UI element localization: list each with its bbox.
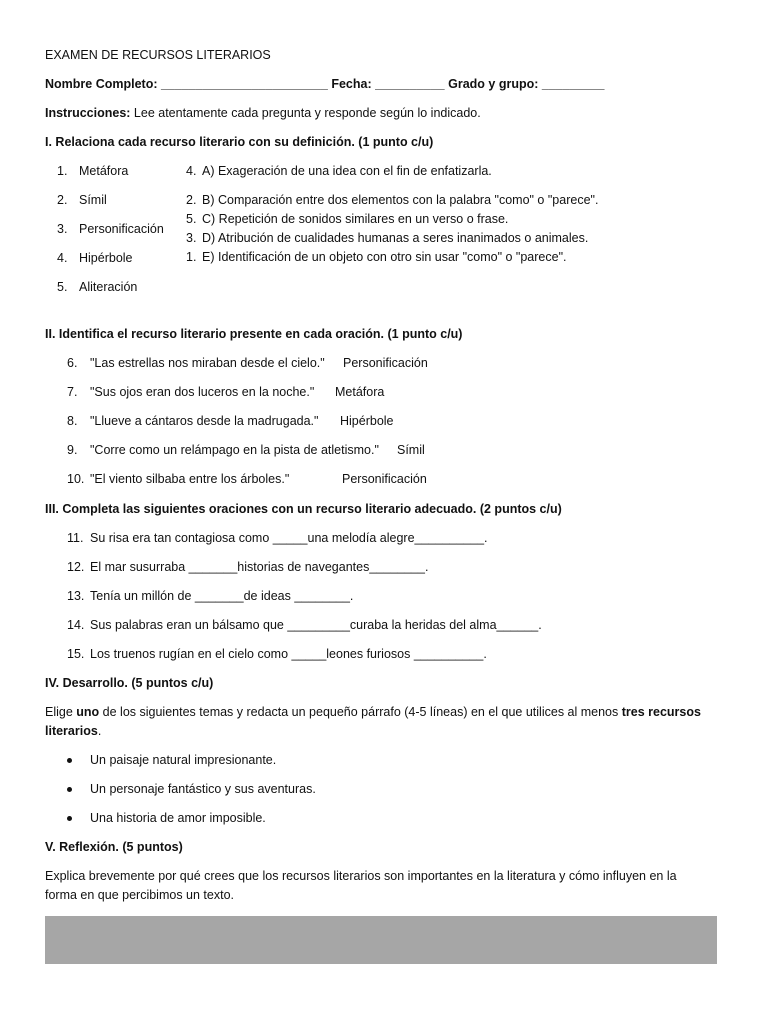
definition-text: A) Exageración de una idea con el fin de enfatizarla. bbox=[202, 164, 492, 178]
topic-item: Un personaje fantástico y sus aventuras. bbox=[90, 782, 316, 796]
reflection-prompt: Explica brevemente por qué crees que los recursos literarios son importantes en la literatura y cómo influyen en la bbox=[45, 869, 677, 883]
sentence: "Sus ojos eran dos luceros en la noche." bbox=[90, 385, 315, 399]
item-num: 10. bbox=[67, 472, 85, 486]
intro-emphasis: tres recursos bbox=[621, 705, 701, 719]
answer-box[interactable] bbox=[45, 916, 717, 964]
reflection-prompt-cont: forma en que percibimos un texto. bbox=[45, 888, 234, 902]
definition-answer[interactable]: 4. bbox=[186, 164, 197, 178]
item-num: 6. bbox=[67, 356, 78, 370]
item-num: 9. bbox=[67, 443, 78, 457]
sentence-answer[interactable]: Metáfora bbox=[335, 385, 385, 399]
definition-text: E) Identificación de un objeto con otro sin usar "como" o "parece". bbox=[202, 250, 567, 264]
term-label: Metáfora bbox=[79, 164, 129, 178]
term-label: Aliteración bbox=[79, 280, 138, 294]
completion-sentence[interactable]: Los truenos rugían en el cielo como _____leones furiosos __________. bbox=[90, 647, 487, 661]
section-2-heading: II. Identifica el recurso literario presente en cada oración. (1 punto c/u) bbox=[45, 327, 463, 341]
sentence-answer[interactable]: Símil bbox=[397, 443, 425, 457]
section-4-heading: IV. Desarrollo. (5 puntos c/u) bbox=[45, 676, 214, 690]
fecha-field[interactable]: __________ bbox=[375, 77, 445, 91]
sentence-answer[interactable]: Hipérbole bbox=[340, 414, 394, 428]
intro-emphasis: literarios bbox=[45, 724, 98, 738]
topic-item: Una historia de amor imposible. bbox=[90, 811, 266, 825]
term-num: 4. bbox=[57, 251, 68, 265]
item-num: 11. bbox=[67, 531, 84, 545]
section-4-intro-cont bbox=[45, 723, 101, 739]
item-num: 13. bbox=[67, 589, 85, 603]
definition-text: D) Atribución de cualidades humanas a seres inanimados o animales. bbox=[202, 231, 589, 245]
nombre-label: Nombre Completo: bbox=[45, 77, 158, 91]
term-label: Símil bbox=[79, 193, 107, 207]
topic-item: Un paisaje natural impresionante. bbox=[90, 753, 277, 767]
sentence-answer[interactable]: Personificación bbox=[343, 356, 428, 370]
sentence: "Llueve a cántaros desde la madrugada." bbox=[90, 414, 319, 428]
intro-text: . bbox=[97, 724, 102, 738]
header-fields bbox=[45, 76, 604, 92]
term-num: 2. bbox=[57, 193, 68, 207]
instructions-label: Instrucciones: bbox=[45, 106, 131, 120]
definition-answer[interactable]: 2. bbox=[186, 193, 197, 207]
intro-emphasis: uno bbox=[76, 705, 100, 719]
instructions bbox=[45, 105, 481, 121]
completion-sentence[interactable]: El mar susurraba _______historias de navegantes________. bbox=[90, 560, 429, 574]
section-4-intro bbox=[45, 704, 701, 720]
item-num: 15. bbox=[67, 647, 85, 661]
term-label: Hipérbole bbox=[79, 251, 133, 265]
sentence: "El viento silbaba entre los árboles." bbox=[90, 472, 290, 486]
section-5-heading: V. Reflexión. (5 puntos) bbox=[45, 840, 183, 854]
exam-title: EXAMEN DE RECURSOS LITERARIOS bbox=[45, 48, 271, 62]
definition-answer[interactable]: 5. bbox=[186, 212, 197, 226]
sentence: "Las estrellas nos miraban desde el cielo." bbox=[90, 356, 325, 370]
definition-text: C) Repetición de sonidos similares en un verso o frase. bbox=[202, 212, 509, 226]
definition-answer[interactable]: 1. bbox=[186, 250, 197, 264]
section-3-heading: III. Completa las siguientes oraciones con un recurso literario adecuado. (2 puntos c/u) bbox=[45, 502, 562, 516]
grado-field[interactable]: _________ bbox=[541, 77, 605, 91]
definition-text: B) Comparación entre dos elementos con la palabra "como" o "parece". bbox=[202, 193, 599, 207]
intro-text: de los siguientes temas y redacta un pequeño párrafo (4-5 líneas) en el que utilices al menos bbox=[99, 705, 622, 719]
item-num: 7. bbox=[67, 385, 78, 399]
intro-text: Elige bbox=[45, 705, 77, 719]
fecha-label: Fecha: bbox=[331, 77, 372, 91]
item-num: 14. bbox=[67, 618, 85, 632]
item-num: 12. bbox=[67, 560, 85, 574]
completion-sentence[interactable]: Sus palabras eran un bálsamo que _________curaba la heridas del alma______. bbox=[90, 618, 542, 632]
term-num: 5. bbox=[57, 280, 68, 294]
completion-sentence[interactable]: Tenía un millón de _______de ideas ________. bbox=[90, 589, 354, 603]
bullet-icon bbox=[67, 816, 72, 821]
instructions-text: Lee atentamente cada pregunta y responde según lo indicado. bbox=[133, 106, 481, 120]
item-num: 8. bbox=[67, 414, 78, 428]
definition-answer[interactable]: 3. bbox=[186, 231, 197, 245]
completion-sentence[interactable]: Su risa era tan contagiosa como _____una melodía alegre__________. bbox=[90, 531, 488, 545]
sentence: "Corre como un relámpago en la pista de atletismo." bbox=[90, 443, 379, 457]
bullet-icon bbox=[67, 787, 72, 792]
grado-label: Grado y grupo: bbox=[448, 77, 539, 91]
section-1-heading: I. Relaciona cada recurso literario con su definición. (1 punto c/u) bbox=[45, 135, 434, 149]
term-num: 3. bbox=[57, 222, 68, 236]
sentence-answer[interactable]: Personificación bbox=[342, 472, 427, 486]
term-label: Personificación bbox=[79, 222, 164, 236]
bullet-icon bbox=[67, 758, 72, 763]
term-num: 1. bbox=[57, 164, 68, 178]
nombre-field[interactable]: ________________________ bbox=[160, 77, 328, 91]
